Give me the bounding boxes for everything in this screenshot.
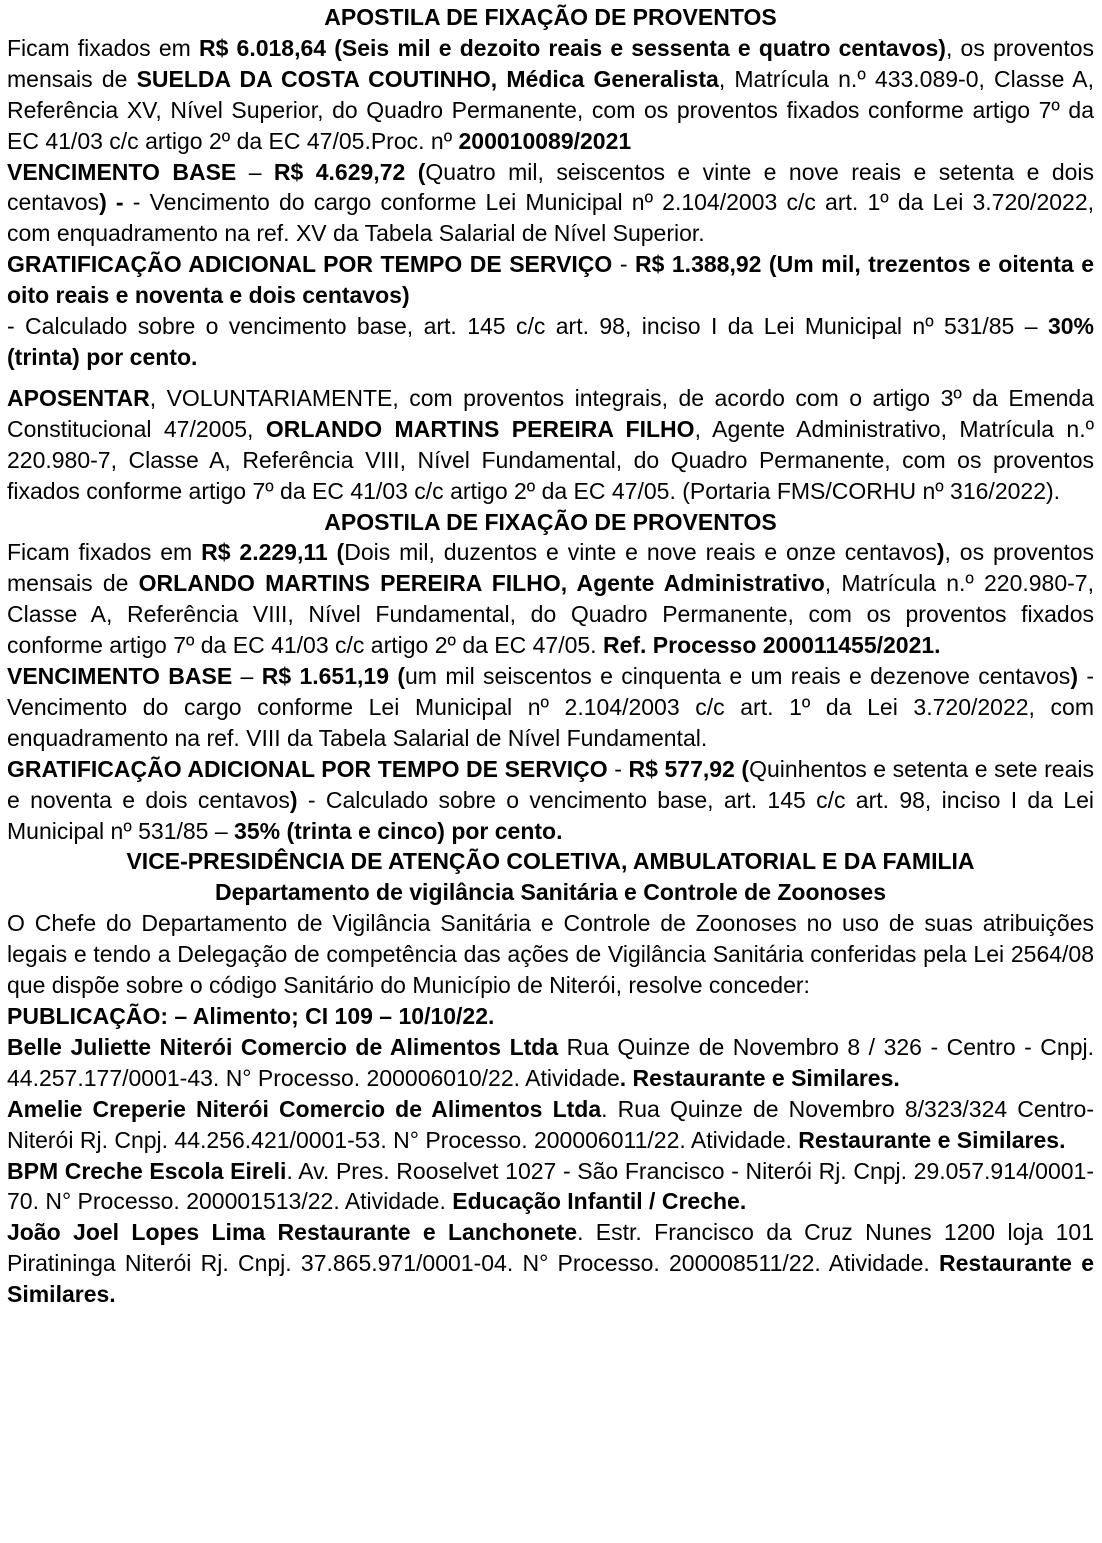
servidor-nome: ORLANDO MARTINS PEREIRA FILHO, Agente Administrativo	[138, 570, 825, 597]
paragraph-resolucao: O Chefe do Departamento de Vigilância Sanitária e Controle de Zoonoses no uso de suas atribuições legais e tendo a Delegação de competência das ações de Vigilância Sanitária conferidas pela Lei 2564/08 que dispõe sobre o código Sanitário do Município de Niterói, resolve conceder:	[7, 910, 1094, 999]
valor-extenso: Quatro mil, seiscentos e vinte e nove reais e setenta e dois centavos	[7, 158, 1095, 216]
paragraph-apostila-2	[7, 537, 1094, 661]
text: , Agente Administrativo, Matrícula n.º 220.980-7, Classe A, Referência VIII, Nível Fundamental, do Quadro Permanente, com os proventos fixados conforme artigo 7º da EC 41/03 c/c artigo 2º da EC 47/05. (Portaria FMS/CORHU nº 316/2022).	[7, 415, 1095, 504]
section-heading-departamento: Departamento de vigilância Sanitária e Controle de Zoonoses	[215, 879, 886, 906]
dash: -	[612, 251, 635, 278]
estabelecimento-atividade: Restaurante e Similares.	[7, 1250, 1095, 1308]
text: , Matrícula n.º 220.980-7, Classe A, Referência VIII, Nível Fundamental, do Quadro Permanente, com os proventos fixados conforme artigo 7º da EC 41/03 c/c artigo 2º da EC 47/05.	[7, 570, 1094, 659]
vencimento-valor: R$ 4.629,72 (	[273, 158, 426, 185]
text: - Vencimento do cargo conforme Lei Municipal nº 2.104/2003 c/c art. 1º da Lei 3.720/2022, com enquadramento na ref. XV da Tabela Salarial de Nível Superior.	[7, 189, 1094, 247]
section-heading-apostila-2: APOSTILA DE FIXAÇÃO DE PROVENTOS	[324, 508, 777, 535]
estabelecimento-nome: Amelie Creperie Niterói Comercio de Alimentos Ltda	[7, 1095, 602, 1122]
dash: -	[607, 755, 629, 782]
estabelecimento-entry	[7, 1094, 1094, 1156]
estabelecimento-entry	[7, 1032, 1094, 1094]
estabelecimento-detalhes: . Av. Pres. Rooselvet 1027 - São Francisco - Niterói Rj. Cnpj. 29.057.914/0001-70. N° Processo. 200001513/22. Atividade.	[7, 1157, 1094, 1215]
paragraph-vencimento-1	[7, 157, 1094, 250]
close-paren: )	[936, 539, 945, 566]
section-heading-vice-presidencia: VICE-PRESIDÊNCIA DE ATENÇÃO COLETIVA, AMBULATORIAL E DA FAMILIA	[126, 848, 975, 875]
vencimento-valor: R$ 1.651,19 (	[261, 663, 406, 690]
gratificacao-valor: R$ 1.388,92 (Um mil, trezentos e oitenta e oito reais e noventa e dois centavos)	[7, 251, 1094, 309]
paragraph-gratificacao-1	[7, 249, 1094, 373]
estabelecimento-entry	[7, 1156, 1094, 1218]
text: , os proventos mensais de	[7, 539, 1094, 597]
close-paren: )	[289, 786, 298, 813]
estabelecimento-atividade: . Restaurante e Similares.	[619, 1064, 900, 1091]
aposentar-label: APOSENTAR	[7, 384, 150, 411]
text: - Calculado sobre o vencimento base, art. 145 c/c art. 98, inciso I da Lei Municipal nº 531/85 –	[7, 313, 1048, 340]
estabelecimento-atividade: Educação Infantil / Creche.	[452, 1188, 747, 1215]
paragraph-vencimento-2	[7, 661, 1094, 754]
estabelecimento-nome: João Joel Lopes Lima Restaurante e Lanchonete	[7, 1219, 578, 1246]
percentual: 30% (trinta) por cento.	[7, 313, 1094, 370]
paragraph-gratificacao-2	[7, 754, 1094, 847]
servidor-nome: SUELDA DA COSTA COUTINHO, Médica Generalista	[136, 65, 719, 92]
publicacao-line	[7, 1001, 1094, 1032]
close-paren: ) -	[99, 189, 124, 216]
dash: –	[232, 663, 262, 690]
estabelecimento-nome: Belle Juliette Niterói Comercio de Alimentos Ltda	[7, 1033, 559, 1060]
valor-extenso: Dois mil, duzentos e vinte e nove reais e onze centavos	[344, 539, 937, 566]
vencimento-label: VENCIMENTO BASE	[7, 663, 233, 690]
percentual: 35% (trinta e cinco) por cento.	[234, 817, 563, 844]
publicacao-text: PUBLICAÇÃO: – Alimento; CI 109 – 10/10/22.	[7, 1003, 495, 1029]
text: - Calculado sobre o vencimento base, art. 145 c/c art. 98, inciso I da Lei Municipal nº 531/85 –	[7, 786, 1094, 844]
gratificacao-text	[7, 311, 1094, 373]
paragraph-apostila-1	[7, 33, 1094, 157]
gratificacao-valor: R$ 577,92 (	[628, 755, 750, 782]
text: , os proventos mensais de	[7, 34, 1095, 92]
processo-numero: 200010089/2021	[458, 127, 632, 154]
text: - Vencimento do cargo conforme Lei Municipal nº 2.104/2003 c/c art. 1º da Lei 3.720/2022, com enquadramento na ref. VIII da Tabela Salarial de Nível Fundamental.	[7, 663, 1094, 751]
valor-proventos: R$ 6.018,64 (Seis mil e dezoito reais e sessenta e quatro centavos)	[198, 34, 946, 61]
text: , VOLUNTARIAMENTE, com proventos integrais, de acordo com o artigo 3º da Emenda Constitucional 47/2005,	[7, 384, 1094, 442]
valor-proventos: R$ 2.229,11 (	[201, 539, 345, 566]
paragraph-aposentar	[7, 383, 1094, 507]
section-heading-apostila-1: APOSTILA DE FIXAÇÃO DE PROVENTOS	[324, 4, 777, 30]
text: Ficam fixados em	[7, 539, 202, 566]
dash: –	[236, 158, 274, 185]
document-body	[7, 2, 1094, 1310]
vencimento-label: VENCIMENTO BASE	[7, 158, 237, 185]
estabelecimento-nome: BPM Creche Escola Eireli	[7, 1157, 287, 1184]
estabelecimento-atividade: Restaurante e Similares.	[798, 1126, 1066, 1153]
estabelecimento-detalhes: . Estr. Francisco da Cruz Nunes 1200 loja 101 Piratininga Niterói Rj. Cnpj. 37.865.971/0001-04. N° Processo. 200008511/22. Atividade.	[7, 1219, 1094, 1277]
estabelecimento-detalhes: Rua Quinze de Novembro 8 / 326 - Centro - Cnpj. 44.257.177/0001-43. N° Processo. 200006010/22. Atividade	[7, 1033, 1094, 1091]
text: Ficam fixados em	[7, 34, 199, 61]
close-paren: )	[1070, 663, 1078, 690]
estabelecimento-detalhes: . Rua Quinze de Novembro 8/323/324 Centro- Niterói Rj. Cnpj. 44.256.421/0001-53. N° Processo. 200006011/22. Atividade.	[7, 1095, 1094, 1153]
estabelecimento-entry	[7, 1217, 1094, 1310]
gratificacao-label: GRATIFICAÇÃO ADICIONAL POR TEMPO DE SERVIÇO	[7, 755, 608, 782]
gratificacao-label: GRATIFICAÇÃO ADICIONAL POR TEMPO DE SERVIÇO	[7, 251, 613, 278]
valor-extenso: Quinhentos e setenta e sete reais e noventa e dois centavos	[7, 755, 1094, 813]
valor-extenso: um mil seiscentos e cinquenta e um reais e dezenove centavos	[405, 663, 1071, 690]
servidor-nome: ORLANDO MARTINS PEREIRA FILHO	[265, 415, 695, 442]
text: , Matrícula n.º 433.089-0, Classe A, Referência XV, Nível Superior, do Quadro Permanente, com os proventos fixados conforme artigo 7º da EC 41/03 c/c artigo 2º da EC 47/05.Proc. nº	[7, 65, 1094, 154]
processo-numero: Ref. Processo 200011455/2021.	[602, 632, 941, 659]
